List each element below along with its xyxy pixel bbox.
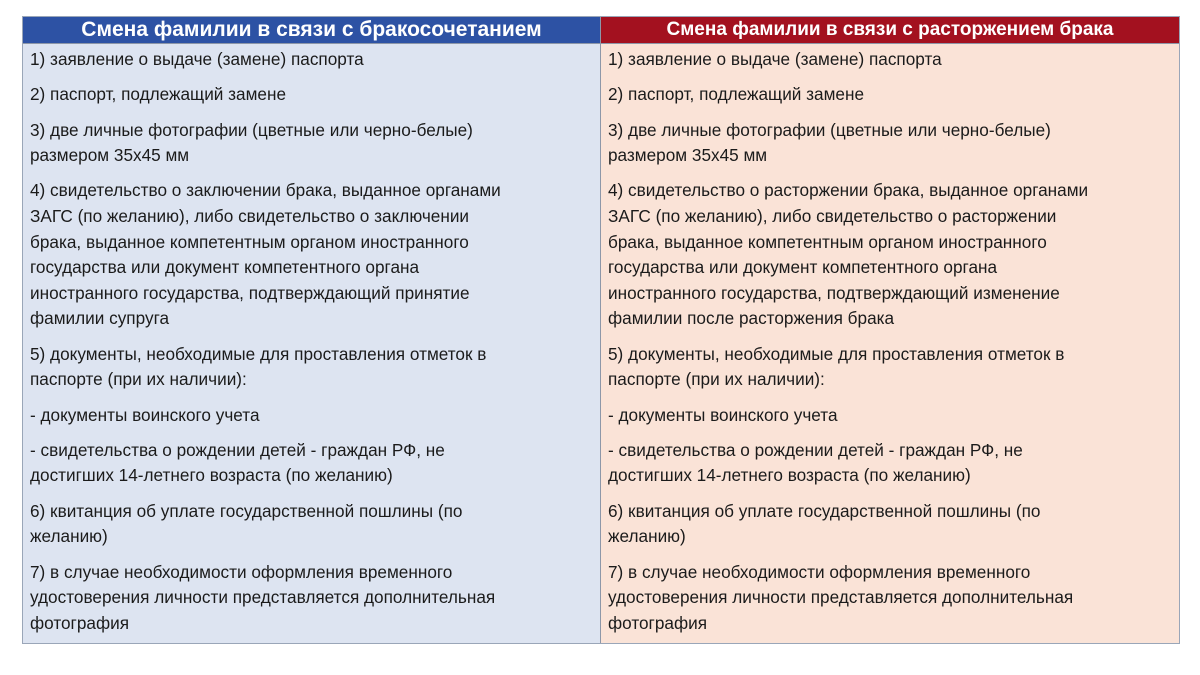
list-item: 3) две личные фотографии (цветные или черно-белые) размером 35х45 мм	[608, 119, 1051, 166]
list-item: 6) квитанция об уплате государственной пошлины (по желанию)	[30, 500, 463, 547]
list-item: 5) документы, необходимые для проставления отметок в паспорте (при их наличии):	[30, 343, 487, 390]
list-item: 2) паспорт, подлежащий замене	[608, 84, 865, 105]
list-item: 4) свидетельство о расторжении брака, выданное органами ЗАГС (по желанию), либо свидетельство о расторжении брака, выданное компетентным органом иностранного государства или документ компетентного органа иностранного государства, подтверждающий изменение фамилии после расторжения брака	[608, 180, 1089, 329]
list-item: 4) свидетельство о заключении брака, выданное органами ЗАГС (по желанию), либо свидетельство о заключении брака, выданное компетентным органом иностранного государства или документ компетентного органа иностранного государства, подтверждающий принятие фамилии супруга	[30, 180, 501, 329]
list-item: 3) две личные фотографии (цветные или черно-белые) размером 35х45 мм	[30, 119, 473, 166]
column-divorce	[601, 17, 1179, 643]
list-item: - документы воинского учета	[30, 404, 260, 425]
items-marriage	[23, 44, 600, 646]
list-item: 7) в случае необходимости оформления временного удостоверения личности представляется дополнительная фотография	[608, 561, 1074, 633]
column-header-marriage: Смена фамилии в связи с бракосочетанием	[23, 17, 600, 44]
column-marriage	[23, 17, 601, 643]
list-item: - свидетельства о рождении детей - граждан РФ, не достигших 14-летнего возраста (по желанию)	[30, 439, 445, 486]
list-item: 2) паспорт, подлежащий замене	[30, 84, 287, 105]
list-item: - документы воинского учета	[608, 404, 838, 425]
column-header-divorce: Смена фамилии в связи с расторжением брака	[601, 17, 1179, 44]
list-item: 6) квитанция об уплате государственной пошлины (по желанию)	[608, 500, 1041, 547]
list-item: - свидетельства о рождении детей - граждан РФ, не достигших 14-летнего возраста (по желанию)	[608, 439, 1023, 486]
list-item: 1) заявление о выдаче (замене) паспорта	[608, 49, 942, 69]
list-item: 7) в случае необходимости оформления временного удостоверения личности представляется дополнительная фотография	[30, 561, 496, 633]
items-divorce	[601, 44, 1179, 646]
comparison-table	[22, 16, 1180, 644]
list-item: 1) заявление о выдаче (замене) паспорта	[30, 49, 364, 69]
list-item: 5) документы, необходимые для проставления отметок в паспорте (при их наличии):	[608, 343, 1065, 390]
